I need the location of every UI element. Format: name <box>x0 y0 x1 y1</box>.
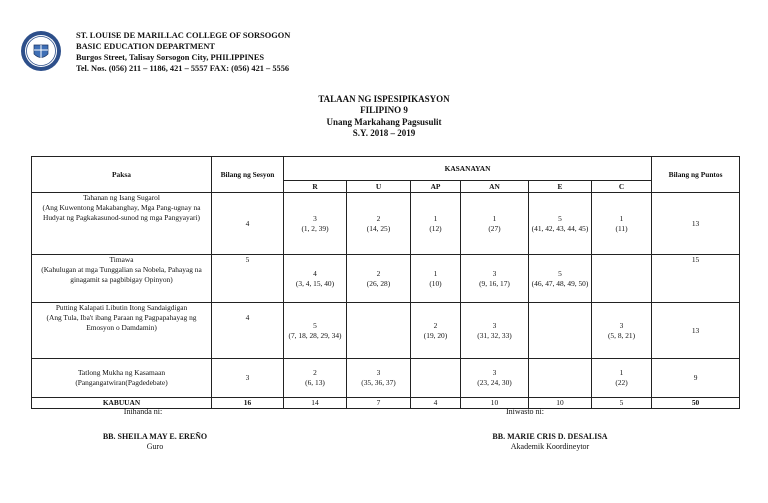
item-numbers: (46, 47, 48, 49, 50) <box>531 278 589 288</box>
item-numbers: (19, 20) <box>423 330 448 340</box>
skill-cell <box>411 303 461 359</box>
skill-header: AP <box>411 181 461 193</box>
paksa-sub: (Pangangatwiran(Pagdedebate) <box>75 378 168 387</box>
skill-cell <box>284 193 347 255</box>
header-paksa: Paksa <box>32 157 212 193</box>
skill-cell <box>592 255 652 303</box>
checked-label: Iniwasto ni: <box>506 407 544 416</box>
skill-cell <box>461 359 529 398</box>
item-count: 1 <box>433 268 438 278</box>
item-numbers: (11) <box>615 223 628 233</box>
item-numbers: (31, 32, 33) <box>477 330 512 340</box>
checked-signature <box>450 432 650 452</box>
item-count: 3 <box>313 213 317 223</box>
total-skill: 5 <box>592 398 652 409</box>
item-numbers: (5, 8, 21) <box>607 330 636 340</box>
school-department: BASIC EDUCATION DEPARTMENT <box>76 42 215 51</box>
skill-cell <box>284 359 347 398</box>
total-sesyon: 16 <box>212 398 284 409</box>
checked-name: BB. MARIE CRIS D. DESALISA <box>492 432 608 441</box>
doc-subject: FILIPINO 9 <box>360 105 408 116</box>
school-header <box>76 30 290 74</box>
paksa-sub: (Ang Kuwentong Makabanghay, Mga Pang-ugnay na Hudyat ng Pagkakasunod-sunod ng mga Pangyayari) <box>42 203 201 222</box>
paksa-cell <box>32 303 212 359</box>
item-numbers: (10) <box>429 278 442 288</box>
skill-cell <box>529 255 592 303</box>
total-skill: 14 <box>284 398 347 409</box>
doc-exam: Unang Markahang Pagsusulit <box>326 116 442 127</box>
skill-cell <box>592 359 652 398</box>
puntos-cell: 15 <box>652 255 740 303</box>
total-label: KABUUAN <box>32 398 212 409</box>
table-row <box>32 255 740 303</box>
skill-cell <box>411 193 461 255</box>
skill-cell <box>592 303 652 359</box>
item-numbers: (26, 28) <box>366 278 391 288</box>
sesyon-cell: 4 <box>212 303 284 359</box>
item-count: 4 <box>313 268 317 278</box>
item-count: 2 <box>313 368 317 377</box>
skill-header: E <box>529 181 592 193</box>
total-skill: 4 <box>411 398 461 409</box>
skill-cell <box>529 193 592 255</box>
paksa-cell <box>32 359 212 398</box>
sesyon-cell: 4 <box>212 193 284 255</box>
paksa-title: Timawa <box>109 255 134 264</box>
skill-cell <box>347 359 411 398</box>
item-numbers: (9, 16, 17) <box>479 278 510 288</box>
item-count: 3 <box>619 320 624 330</box>
paksa-sub: (Kahulugan at mga Tunggalian sa Nobela, Pahayag na ginagamit sa pagbibigay Opinyon) <box>41 265 202 284</box>
skill-header: U <box>347 181 411 193</box>
school-contact: Tel. Nos. (056) 211 – 1186, 421 – 5557 FAX: (056) 421 – 5556 <box>76 64 290 73</box>
item-count: 5 <box>558 213 562 223</box>
item-numbers: (6, 13) <box>305 378 325 387</box>
school-name: ST. LOUISE DE MARILLAC COLLEGE OF SORSOGON <box>76 31 291 40</box>
skill-cell <box>461 193 529 255</box>
skill-cell <box>347 193 411 255</box>
item-numbers: (7, 18, 28, 29, 34) <box>288 330 342 340</box>
school-seal-logo <box>20 30 62 72</box>
specification-table <box>31 156 740 409</box>
item-numbers: (27) <box>488 223 501 233</box>
skill-cell <box>461 255 529 303</box>
school-address: Burgos Street, Talisay Sorsogon City, PHILIPPINES <box>76 53 265 62</box>
paksa-sub: (Ang Tula, Iba't ibang Paraan ng Pagpapahayag ng Emosyon o Damdamin) <box>46 313 197 332</box>
paksa-title: Putting Kalapati Libutin Itong Sandaigdigan <box>55 303 188 312</box>
doc-title: TALAAN NG ISPESIPIKASYON <box>318 94 450 104</box>
skill-cell <box>284 303 347 359</box>
total-puntos: 50 <box>652 398 740 409</box>
item-count: 2 <box>376 213 381 223</box>
item-numbers: (35, 36, 37) <box>361 378 396 387</box>
prepared-role: Guro <box>146 442 164 451</box>
item-numbers: (23, 24, 30) <box>477 378 512 387</box>
skill-header: C <box>592 181 652 193</box>
item-count: 3 <box>492 320 497 330</box>
item-count: 5 <box>558 268 562 278</box>
prepared-signature <box>70 432 240 452</box>
total-skill: 10 <box>461 398 529 409</box>
item-numbers: (1, 2, 39) <box>301 223 329 233</box>
item-numbers: (41, 42, 43, 44, 45) <box>531 223 589 233</box>
header-sesyon: Bilang ng Sesyon <box>212 157 284 193</box>
item-count: 5 <box>313 320 317 330</box>
sesyon-cell: 5 <box>212 255 284 303</box>
skill-cell <box>529 359 592 398</box>
item-count: 1 <box>619 213 624 223</box>
paksa-title: Tatlong Mukha ng Kasamaan <box>77 368 166 377</box>
skill-header: R <box>284 181 347 193</box>
item-count: 3 <box>492 268 497 278</box>
item-count: 1 <box>619 368 624 377</box>
skill-cell <box>284 255 347 303</box>
puntos-cell: 13 <box>652 303 740 359</box>
item-count: 1 <box>492 213 497 223</box>
paksa-title: Tahanan ng Isang Sugarol <box>83 193 160 202</box>
puntos-cell: 9 <box>652 359 740 398</box>
header-kasanayan: KASANAYAN <box>284 157 652 181</box>
skill-cell <box>529 303 592 359</box>
header-puntos: Bilang ng Puntos <box>652 157 740 193</box>
prepared-label: Inihanda ni: <box>123 407 163 416</box>
total-skill: 10 <box>529 398 592 409</box>
paksa-cell <box>32 255 212 303</box>
puntos-cell: 13 <box>652 193 740 255</box>
skill-cell <box>592 193 652 255</box>
skill-header: AN <box>461 181 529 193</box>
item-count: 3 <box>492 368 497 377</box>
item-count: 1 <box>433 213 438 223</box>
item-numbers: (12) <box>429 223 442 233</box>
doc-school-year: S.Y. 2018 – 2019 <box>352 128 416 139</box>
document-title-block <box>0 94 768 140</box>
total-skill: 7 <box>347 398 411 409</box>
prepared-name: BB. SHEILA MAY E. EREÑO <box>102 432 208 441</box>
item-count: 3 <box>376 368 381 377</box>
table-row <box>32 359 740 398</box>
item-count: 2 <box>433 320 438 330</box>
table-row <box>32 193 740 255</box>
checked-role: Akademik Koordineytor <box>510 442 590 451</box>
skill-cell <box>347 303 411 359</box>
skill-cell <box>347 255 411 303</box>
skill-cell <box>461 303 529 359</box>
sesyon-cell: 3 <box>212 359 284 398</box>
item-numbers: (14, 25) <box>366 223 391 233</box>
item-count: 2 <box>376 268 381 278</box>
item-numbers: (22) <box>615 378 628 387</box>
skill-cell <box>411 255 461 303</box>
paksa-cell <box>32 193 212 255</box>
skill-cell <box>411 359 461 398</box>
item-numbers: (3, 4, 15, 40) <box>295 278 335 288</box>
table-row <box>32 303 740 359</box>
